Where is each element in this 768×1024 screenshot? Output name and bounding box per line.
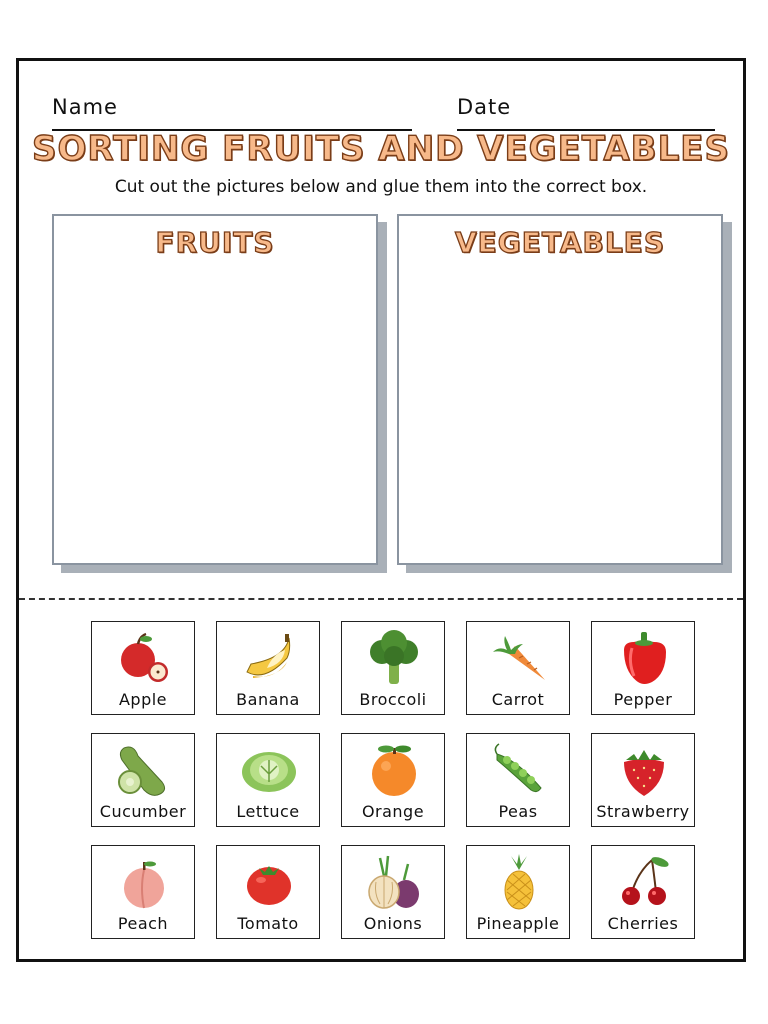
- broccoli-icon: [364, 628, 424, 688]
- card-apple[interactable]: [91, 621, 195, 715]
- cherries-icon: [614, 852, 674, 912]
- card-label: Tomato: [237, 914, 299, 933]
- card-label: Pepper: [613, 690, 673, 709]
- card-strawberry[interactable]: [591, 733, 695, 827]
- card-label: Onions: [363, 914, 423, 933]
- card-label: Strawberry: [596, 802, 690, 821]
- vegetables-box: [397, 214, 723, 565]
- card-carrot[interactable]: [466, 621, 570, 715]
- instructions: Cut out the pictures below and glue them into the correct box.: [114, 177, 648, 197]
- card-label: Orange: [361, 802, 425, 821]
- card-onions[interactable]: [341, 845, 445, 939]
- date-label: Date: [457, 95, 512, 119]
- name-field[interactable]: [52, 95, 412, 131]
- date-field[interactable]: [457, 95, 715, 131]
- card-label: Apple: [118, 690, 168, 709]
- fruits-box: [52, 214, 378, 565]
- peas-icon: [489, 740, 549, 800]
- card-label: Pineapple: [476, 914, 560, 933]
- card-tomato[interactable]: [216, 845, 320, 939]
- card-label: Banana: [236, 690, 300, 709]
- peach-icon: [114, 852, 174, 912]
- card-pineapple[interactable]: [466, 845, 570, 939]
- pineapple-icon: [489, 852, 549, 912]
- lettuce-icon: [239, 740, 299, 800]
- card-lettuce[interactable]: [216, 733, 320, 827]
- name-label: Name: [52, 95, 118, 119]
- cucumber-icon: [114, 740, 174, 800]
- page-title: SORTING FRUITS AND VEGETABLES: [32, 129, 730, 169]
- carrot-icon: [489, 628, 549, 688]
- pepper-icon: [614, 628, 674, 688]
- strawberry-icon: [614, 740, 674, 800]
- card-peach[interactable]: [91, 845, 195, 939]
- card-cucumber[interactable]: [91, 733, 195, 827]
- card-label: Peach: [117, 914, 169, 933]
- banana-icon: [239, 628, 299, 688]
- cut-line: [19, 598, 743, 600]
- card-label: Broccoli: [359, 690, 427, 709]
- card-label: Cherries: [607, 914, 679, 933]
- card-pepper[interactable]: [591, 621, 695, 715]
- card-broccoli[interactable]: [341, 621, 445, 715]
- worksheet: [16, 58, 746, 962]
- card-cherries[interactable]: [591, 845, 695, 939]
- onions-icon: [364, 852, 424, 912]
- apple-icon: [114, 628, 174, 688]
- card-orange[interactable]: [341, 733, 445, 827]
- card-label: Carrot: [491, 690, 545, 709]
- fruits-title: FRUITS: [155, 226, 275, 259]
- vegetables-title: VEGETABLES: [455, 226, 665, 259]
- card-label: Lettuce: [236, 802, 300, 821]
- card-peas[interactable]: [466, 733, 570, 827]
- orange-icon: [364, 740, 424, 800]
- card-label: Peas: [498, 802, 538, 821]
- card-banana[interactable]: [216, 621, 320, 715]
- card-label: Cucumber: [99, 802, 187, 821]
- tomato-icon: [239, 852, 299, 912]
